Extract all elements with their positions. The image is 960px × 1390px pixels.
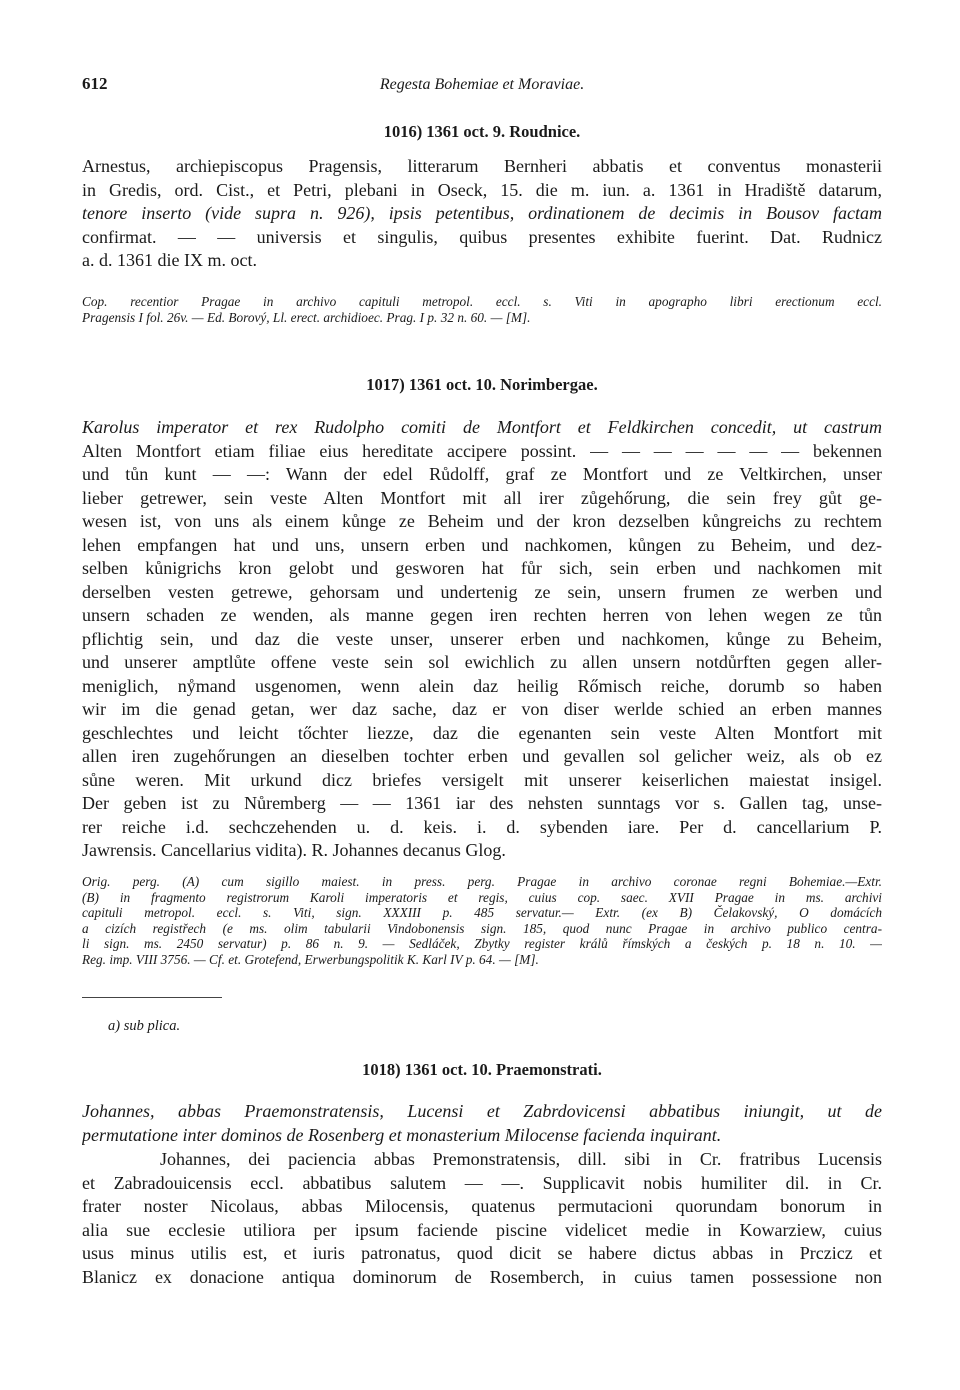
text-line: Der geben ist zu Nůremberg — — 1361 iar des nehsten sunntags vor s. Gallen tag, unse- xyxy=(82,793,882,813)
text-line: geschlechtes und leicht tőchter liezze, daz die egenanten sein veste Alten Montfort mit xyxy=(82,722,882,743)
text-line: a. d. 1361 die IX m. oct. xyxy=(82,250,257,270)
text-line: lehen empfangen hat und uns, unsern erben und nachkomen, kůngen zu Beheim, und dez- xyxy=(82,534,882,555)
entry-regest-1016 xyxy=(82,155,882,273)
text-line: allen iren zugehőrungen an dieselben tochter erben und gevallen sol gelicher weiz, als ob ez xyxy=(82,746,882,766)
page-number: 612 xyxy=(82,74,108,93)
running-head: Regesta Bohemiae et Moraviae. xyxy=(379,76,585,93)
text-line: rer reiche i.d. sechczehenden u. d. keis. i. d. sybenden iare. Per d. cancellarium P. xyxy=(82,816,882,837)
note-line: Reg. imp. VIII 3756. — Cf. et. Grotefend, Erwerbungspolitik K. Karl IV p. 64. — [M]. xyxy=(82,951,539,967)
note-line: a cizích registřech (e ms. olim tabularii Vindobonensis sign. 185, quod nunc Pragae in archivo publico centra- xyxy=(82,920,882,936)
text-line: confirmat. — — universis et singulis, quibus presentes exhibite fuerint. Dat. Rudnicz xyxy=(82,226,882,247)
text-line: wesen ist, von uns als einem kůnge ze Beheim und der kron dezselben kůngreichs zu rechtem xyxy=(82,511,882,531)
text-line: lieber getrewer, sein veste Alten Montfort mit all irer zůgehőrung, die sein frey gůt ge- xyxy=(82,487,882,508)
text-line: usus minus utilis est, et iuris patronatus, quod dicit se habere dictus abbas in Prczicz et xyxy=(82,1243,882,1263)
text-line: und tůn kunt — —: Wann der edel Růdolff, graf ze Montfort und ze Veltkirchen, unser xyxy=(82,464,882,484)
text-line: Karolus imperator et rex Rudolpho comiti de Montfort et Feldkirchen concedit, ut castrum xyxy=(82,417,882,437)
text-line: in Gredis, ord. Cist., et Petri, plebani in Oseck, 15. die m. iun. a. 1361 in Hradiště datarum, xyxy=(82,179,882,200)
text-line: derselben vesten getrewe, gehorsam und undertenig ze sein, unsern frumen ze werben und xyxy=(82,581,882,602)
footnote: a) sub plica. xyxy=(108,1018,181,1034)
text-line: Johannes, abbas Praemonstratensis, Lucensi et Zabrdovicensi abbatibus iniungit, ut de xyxy=(82,1101,882,1121)
footnote-rule xyxy=(82,997,222,998)
note-line: li sign. ms. 2450 servatur) p. 86 n. 9. — Sedláček, Zbytky register králů římských a českých p. 18 n. 10. — xyxy=(82,936,882,951)
entry-notes-1016 xyxy=(82,294,882,325)
text-line: unsern schaden ze wenden, als manne gegen iren rechten herren von lehen wegen ze tůn xyxy=(82,605,882,625)
text-line: sůne weren. Mit urkund dicz briefes versigelt mit unserer keiserlichen maiestat insigel. xyxy=(82,769,882,790)
text-line: meniglich, nẙmand usgenomen, wenn alein daz heilig Rőmisch reiche, dorumb so haben xyxy=(82,675,882,696)
text-line: Johannes, dei paciencia abbas Premonstratensis, dill. sibi in Cr. fratribus Lucensis xyxy=(160,1149,882,1169)
entry-regest-1018 xyxy=(82,1100,882,1147)
entry-body-1017 xyxy=(82,416,882,863)
text-line: und unserer amptlůte offene veste sein sol ewichlich zu allen unsern notdůrften gegen aller- xyxy=(82,652,882,672)
text-line: selben kůnigrichs kron gelobt und gesworen hat fůr sich, sein erben und nachkomen mit xyxy=(82,558,882,578)
text-line: et Zabradouicensis eccl. abbatibus salutem — —. Supplicavit nobis humiliter dil. in Cr. xyxy=(82,1172,882,1193)
entry-body-1018 xyxy=(82,1148,882,1289)
note-line: capituli metropol. eccl. s. Viti, sign. XXXIII p. 485 servatur.— Extr. (ex B) Čelakovský, O domácích xyxy=(82,905,882,920)
note-line: Cop. recentior Pragae in archivo capituli metropol. eccl. s. Viti in apographo libri erectionum eccl. xyxy=(82,294,882,309)
text-line: alia sue ecclesie utiliora per ipsum faciende piscine videlicet medie in Kowarziew, cuius xyxy=(82,1219,882,1240)
text-line: Arnestus, archiepiscopus Pragensis, litterarum Bernheri abbatis et conventus monasterii xyxy=(82,156,882,176)
entry-heading-1018: 1018) 1361 oct. 10. Praemonstrati. xyxy=(362,1060,602,1079)
note-line: Orig. perg. (A) cum sigillo maiest. in press. perg. Pragae in archivo coronae regni Bohemiae.—Extr. xyxy=(82,874,882,889)
text-line: permutatione inter dominos de Rosenberg et monasterium Milocense facienda inquirant. xyxy=(82,1124,722,1145)
text-line: tenore inserto (vide supra n. 926), ipsis petentibus, ordinationem de decimis in Bousov factam xyxy=(82,203,882,223)
text-line: frater noster Nicolaus, abbas Milocensis, quatenus permutacioni quorundam bonorum in xyxy=(82,1196,882,1216)
page-header xyxy=(82,74,882,102)
text-line: Jawrensis. Cancellarius vidita). R. Johannes decanus Glog. xyxy=(82,840,506,860)
entry-heading-1017: 1017) 1361 oct. 10. Norimbergae. xyxy=(366,375,598,394)
text-line: pflichtig sein, und daz die veste unser, unserer erben und nachkomen, kůnge zu Beheim, xyxy=(82,628,882,649)
note-line: (B) in fragmento registrorum Karoli imperatoris et regis, cuius cop. saec. XVII Pragae in ms. archivi xyxy=(82,889,882,905)
note-line: Pragensis I fol. 26v. — Ed. Borový, Ll. erect. archidioec. Prag. I p. 32 n. 60. — [M]. xyxy=(82,309,531,325)
text-line: Alten Montfort etiam filiae eius hereditate accipere possint. — — — — — — — bekennen xyxy=(82,440,882,461)
entry-notes-1017 xyxy=(82,874,882,967)
entry-heading-1016: 1016) 1361 oct. 9. Roudnice. xyxy=(383,122,581,141)
text-line: Blanicz ex donacione antiqua dominorum de Rosemberch, in cuius tamen possessione non xyxy=(82,1266,882,1287)
text-line: wir im die genad getan, wer daz sache, daz er von diser werlde schied an erben mannes xyxy=(82,699,882,719)
